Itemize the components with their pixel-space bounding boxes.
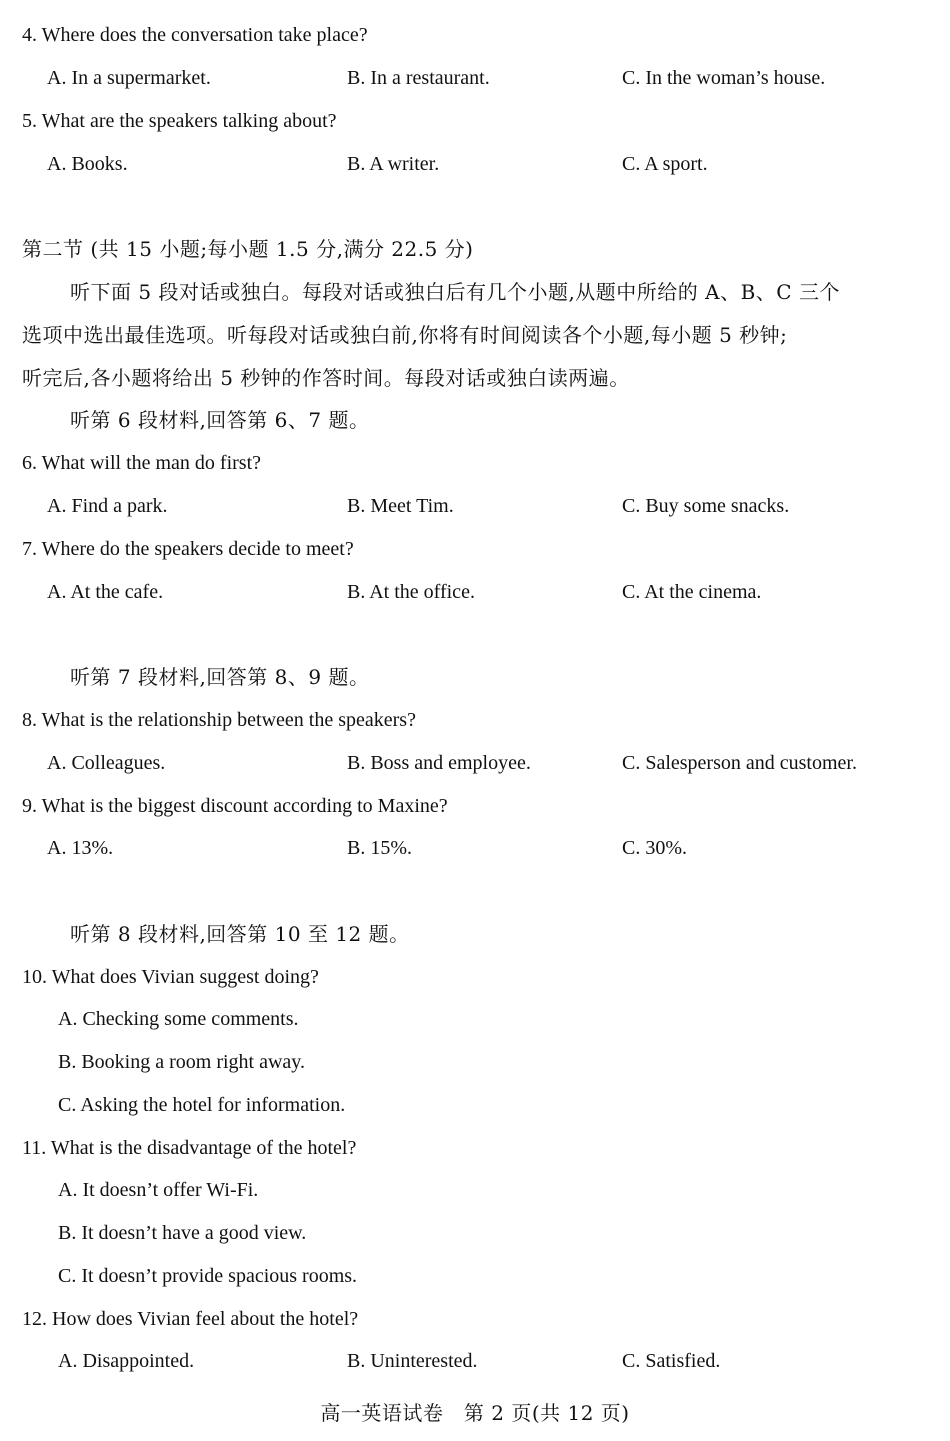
question-10: 10. What does Vivian suggest doing? <box>22 966 319 988</box>
q10-option-b: B. Booking a room right away. <box>58 1051 306 1073</box>
q8-option-c: C. Salesperson and customer. <box>622 752 857 774</box>
question-5: 5. What are the speakers talking about? <box>22 110 337 132</box>
section-heading: 第二节 (共 15 小题;每小题 1.5 分,满分 22.5 分) <box>22 237 474 261</box>
q11-option-a: A. It doesn’t offer Wi-Fi. <box>58 1179 259 1201</box>
q10-option-c: C. Asking the hotel for information. <box>58 1094 346 1116</box>
question-7: 7. Where do the speakers decide to meet? <box>22 538 354 560</box>
question-8: 8. What is the relationship between the speakers? <box>22 709 416 731</box>
q8-option-a: A. Colleagues. <box>47 752 166 774</box>
q11-option-c: C. It doesn’t provide spacious rooms. <box>58 1265 358 1287</box>
question-6: 6. What will the man do first? <box>22 452 262 474</box>
q6-option-c: C. Buy some snacks. <box>622 495 790 517</box>
instructions-line-3: 听完后,各小题将给出 5 秒钟的作答时间。每段对话或独白读两遍。 <box>22 366 630 390</box>
q9-option-c: C. 30%. <box>622 837 687 859</box>
q7-option-c: C. At the cinema. <box>622 581 762 603</box>
q9-option-b: B. 15%. <box>347 837 412 859</box>
q12-option-b: B. Uninterested. <box>347 1350 478 1372</box>
q7-option-a: A. At the cafe. <box>47 581 164 603</box>
q4-option-a: A. In a supermarket. <box>47 67 211 89</box>
q5-option-c: C. A sport. <box>622 153 708 175</box>
question-11: 11. What is the disadvantage of the hotel? <box>22 1137 357 1159</box>
page-footer: 高一英语试卷 第 2 页(共 12 页) <box>320 1401 630 1425</box>
material-7-heading: 听第 7 段材料,回答第 8、9 题。 <box>70 665 370 689</box>
q7-option-b: B. At the office. <box>347 581 475 603</box>
q10-option-a: A. Checking some comments. <box>58 1008 299 1030</box>
q9-option-a: A. 13%. <box>47 837 114 859</box>
q12-option-a: A. Disappointed. <box>58 1350 195 1372</box>
material-8-heading: 听第 8 段材料,回答第 10 至 12 题。 <box>70 922 410 946</box>
q4-option-b: B. In a restaurant. <box>347 67 490 89</box>
instructions-line-1: 听下面 5 段对话或独白。每段对话或独白后有几个小题,从题中所给的 A、B、C 三个 <box>70 280 840 304</box>
q12-option-c: C. Satisfied. <box>622 1350 721 1372</box>
question-12: 12. How does Vivian feel about the hotel? <box>22 1308 359 1330</box>
q4-option-c: C. In the woman’s house. <box>622 67 826 89</box>
material-6-heading: 听第 6 段材料,回答第 6、7 题。 <box>70 408 370 432</box>
instructions-line-2: 选项中选出最佳选项。听每段对话或独白前,你将有时间阅读各个小题,每小题 5 秒钟; <box>22 323 788 347</box>
question-9: 9. What is the biggest discount according to Maxine? <box>22 795 448 817</box>
q6-option-b: B. Meet Tim. <box>347 495 454 517</box>
q6-option-a: A. Find a park. <box>47 495 168 517</box>
question-4: 4. Where does the conversation take place? <box>22 24 368 46</box>
q5-option-a: A. Books. <box>47 153 128 175</box>
q11-option-b: B. It doesn’t have a good view. <box>58 1222 307 1244</box>
q8-option-b: B. Boss and employee. <box>347 752 531 774</box>
q5-option-b: B. A writer. <box>347 153 440 175</box>
